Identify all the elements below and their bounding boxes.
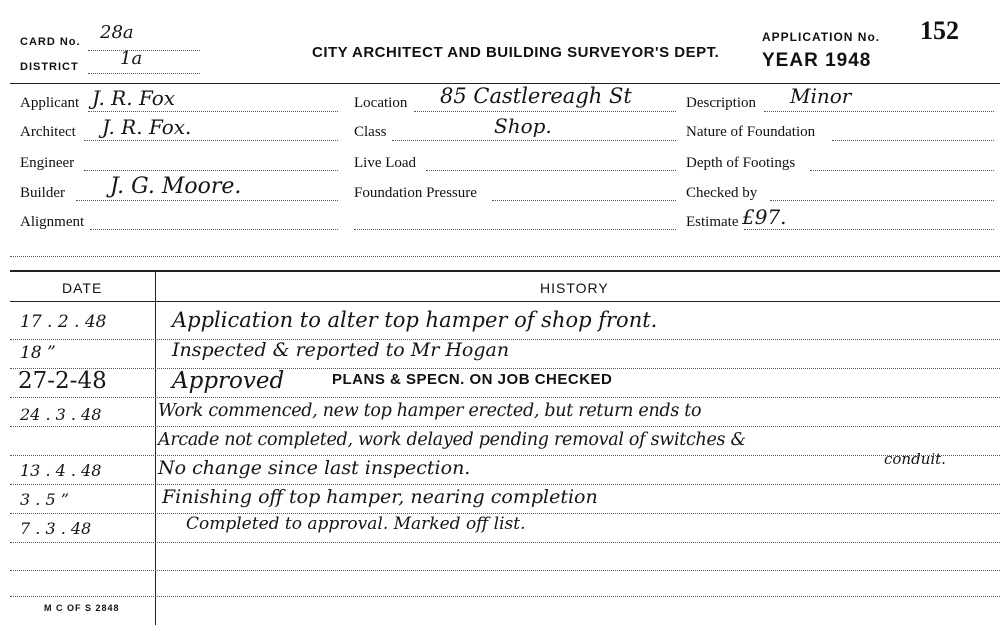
row-ruling: [10, 570, 1000, 571]
row-date: 18 ”: [20, 343, 56, 363]
fields-bottom-dotline: [10, 256, 1000, 257]
architect-dotline: [84, 140, 338, 141]
class-dotline: [392, 140, 676, 141]
location-dotline: [414, 111, 676, 112]
alignment-label: Alignment: [20, 214, 85, 230]
header-bottom-border: [10, 301, 1000, 302]
nature-foundation-label: Nature of Foundation: [686, 124, 816, 140]
approval-stamp: PLANS & SPECN. ON JOB CHECKED: [332, 371, 613, 388]
row-date: 3 . 5 ”: [20, 490, 69, 509]
row-history-text: Arcade not completed, work delayed pending removal of switches &: [158, 430, 746, 450]
row-ruling: [10, 542, 1000, 543]
location-label: Location: [354, 95, 408, 111]
description-label: Description: [686, 95, 756, 111]
row-date: 7 . 3 . 48: [20, 519, 92, 538]
dept-title: CITY ARCHITECT AND BUILDING SURVEYOR'S DEPT.: [312, 44, 720, 61]
row-history-text: Completed to approval. Marked off list.: [186, 514, 526, 534]
architect-value: J. R. Fox.: [102, 115, 192, 139]
row-date: 24 . 3 . 48: [20, 405, 102, 424]
district-value: 1a: [120, 48, 143, 69]
row-date: 13 . 4 . 48: [20, 461, 102, 480]
col2-blank-dotline: [354, 229, 676, 230]
checked-by-dotline: [770, 200, 994, 201]
row-history-text: No change since last inspection.: [158, 457, 471, 479]
applicant-label: Applicant: [20, 95, 80, 111]
live-load-label: Live Load: [354, 155, 417, 171]
depth-footings-dotline: [810, 170, 994, 171]
district-dotline: [88, 73, 200, 74]
alignment-dotline: [90, 229, 338, 230]
row-ruling: [10, 368, 1000, 369]
class-value: Shop.: [494, 114, 552, 138]
row-history-text: Inspected & reported to Mr Hogan: [172, 339, 510, 361]
estimate-label: Estimate: [686, 214, 739, 230]
date-column-divider: [155, 270, 156, 625]
table-top-border: [10, 270, 1000, 272]
application-number: 152: [920, 16, 959, 45]
row-ruling: [10, 455, 1000, 456]
row-date: 27-2-48: [18, 368, 107, 394]
row-ruling: [10, 596, 1000, 597]
row-ruling: [10, 426, 1000, 427]
class-label: Class: [354, 124, 387, 140]
checked-by-label: Checked by: [686, 185, 758, 201]
form-code: M C OF S 2848: [44, 603, 120, 613]
foundation-pressure-dotline: [492, 200, 676, 201]
foundation-pressure-label: Foundation Pressure: [354, 185, 477, 201]
district-label: DISTRICT: [20, 61, 79, 73]
year-label: YEAR 1948: [762, 50, 872, 71]
conduit-note: conduit.: [884, 450, 946, 468]
depth-footings-label: Depth of Footings: [686, 155, 796, 171]
estimate-value: £97.: [742, 205, 787, 229]
applicant-value: J. R. Fox: [92, 86, 176, 110]
description-dotline: [764, 111, 994, 112]
builder-label: Builder: [20, 185, 65, 201]
row-history-text: Application to alter top hamper of shop front.: [172, 308, 658, 332]
row-ruling: [10, 397, 1000, 398]
row-history-text: Finishing off top hamper, nearing completion: [162, 486, 598, 508]
estimate-dotline: [744, 229, 994, 230]
card-no-value: 28a: [100, 22, 134, 43]
nature-foundation-dotline: [832, 140, 994, 141]
builder-value: J. G. Moore.: [110, 174, 242, 199]
date-header: DATE: [62, 280, 103, 296]
engineer-label: Engineer: [20, 155, 75, 171]
application-label: APPLICATION No.: [762, 30, 881, 44]
row-history-text: Approved: [172, 368, 285, 394]
live-load-dotline: [426, 170, 676, 171]
description-value: Minor: [790, 84, 852, 108]
builder-dotline: [76, 200, 338, 201]
engineer-dotline: [84, 170, 338, 171]
card-no-label: CARD No.: [20, 36, 81, 48]
card-no-dotline: [88, 50, 200, 51]
architect-label: Architect: [20, 124, 76, 140]
row-ruling: [10, 484, 1000, 485]
location-value: 85 Castlereagh St: [440, 84, 632, 108]
row-history-text: Work commenced, new top hamper erected, but return ends to: [158, 401, 702, 421]
applicant-dotline: [88, 111, 338, 112]
row-date: 17 . 2 . 48: [20, 312, 107, 332]
history-header: HISTORY: [540, 280, 609, 296]
